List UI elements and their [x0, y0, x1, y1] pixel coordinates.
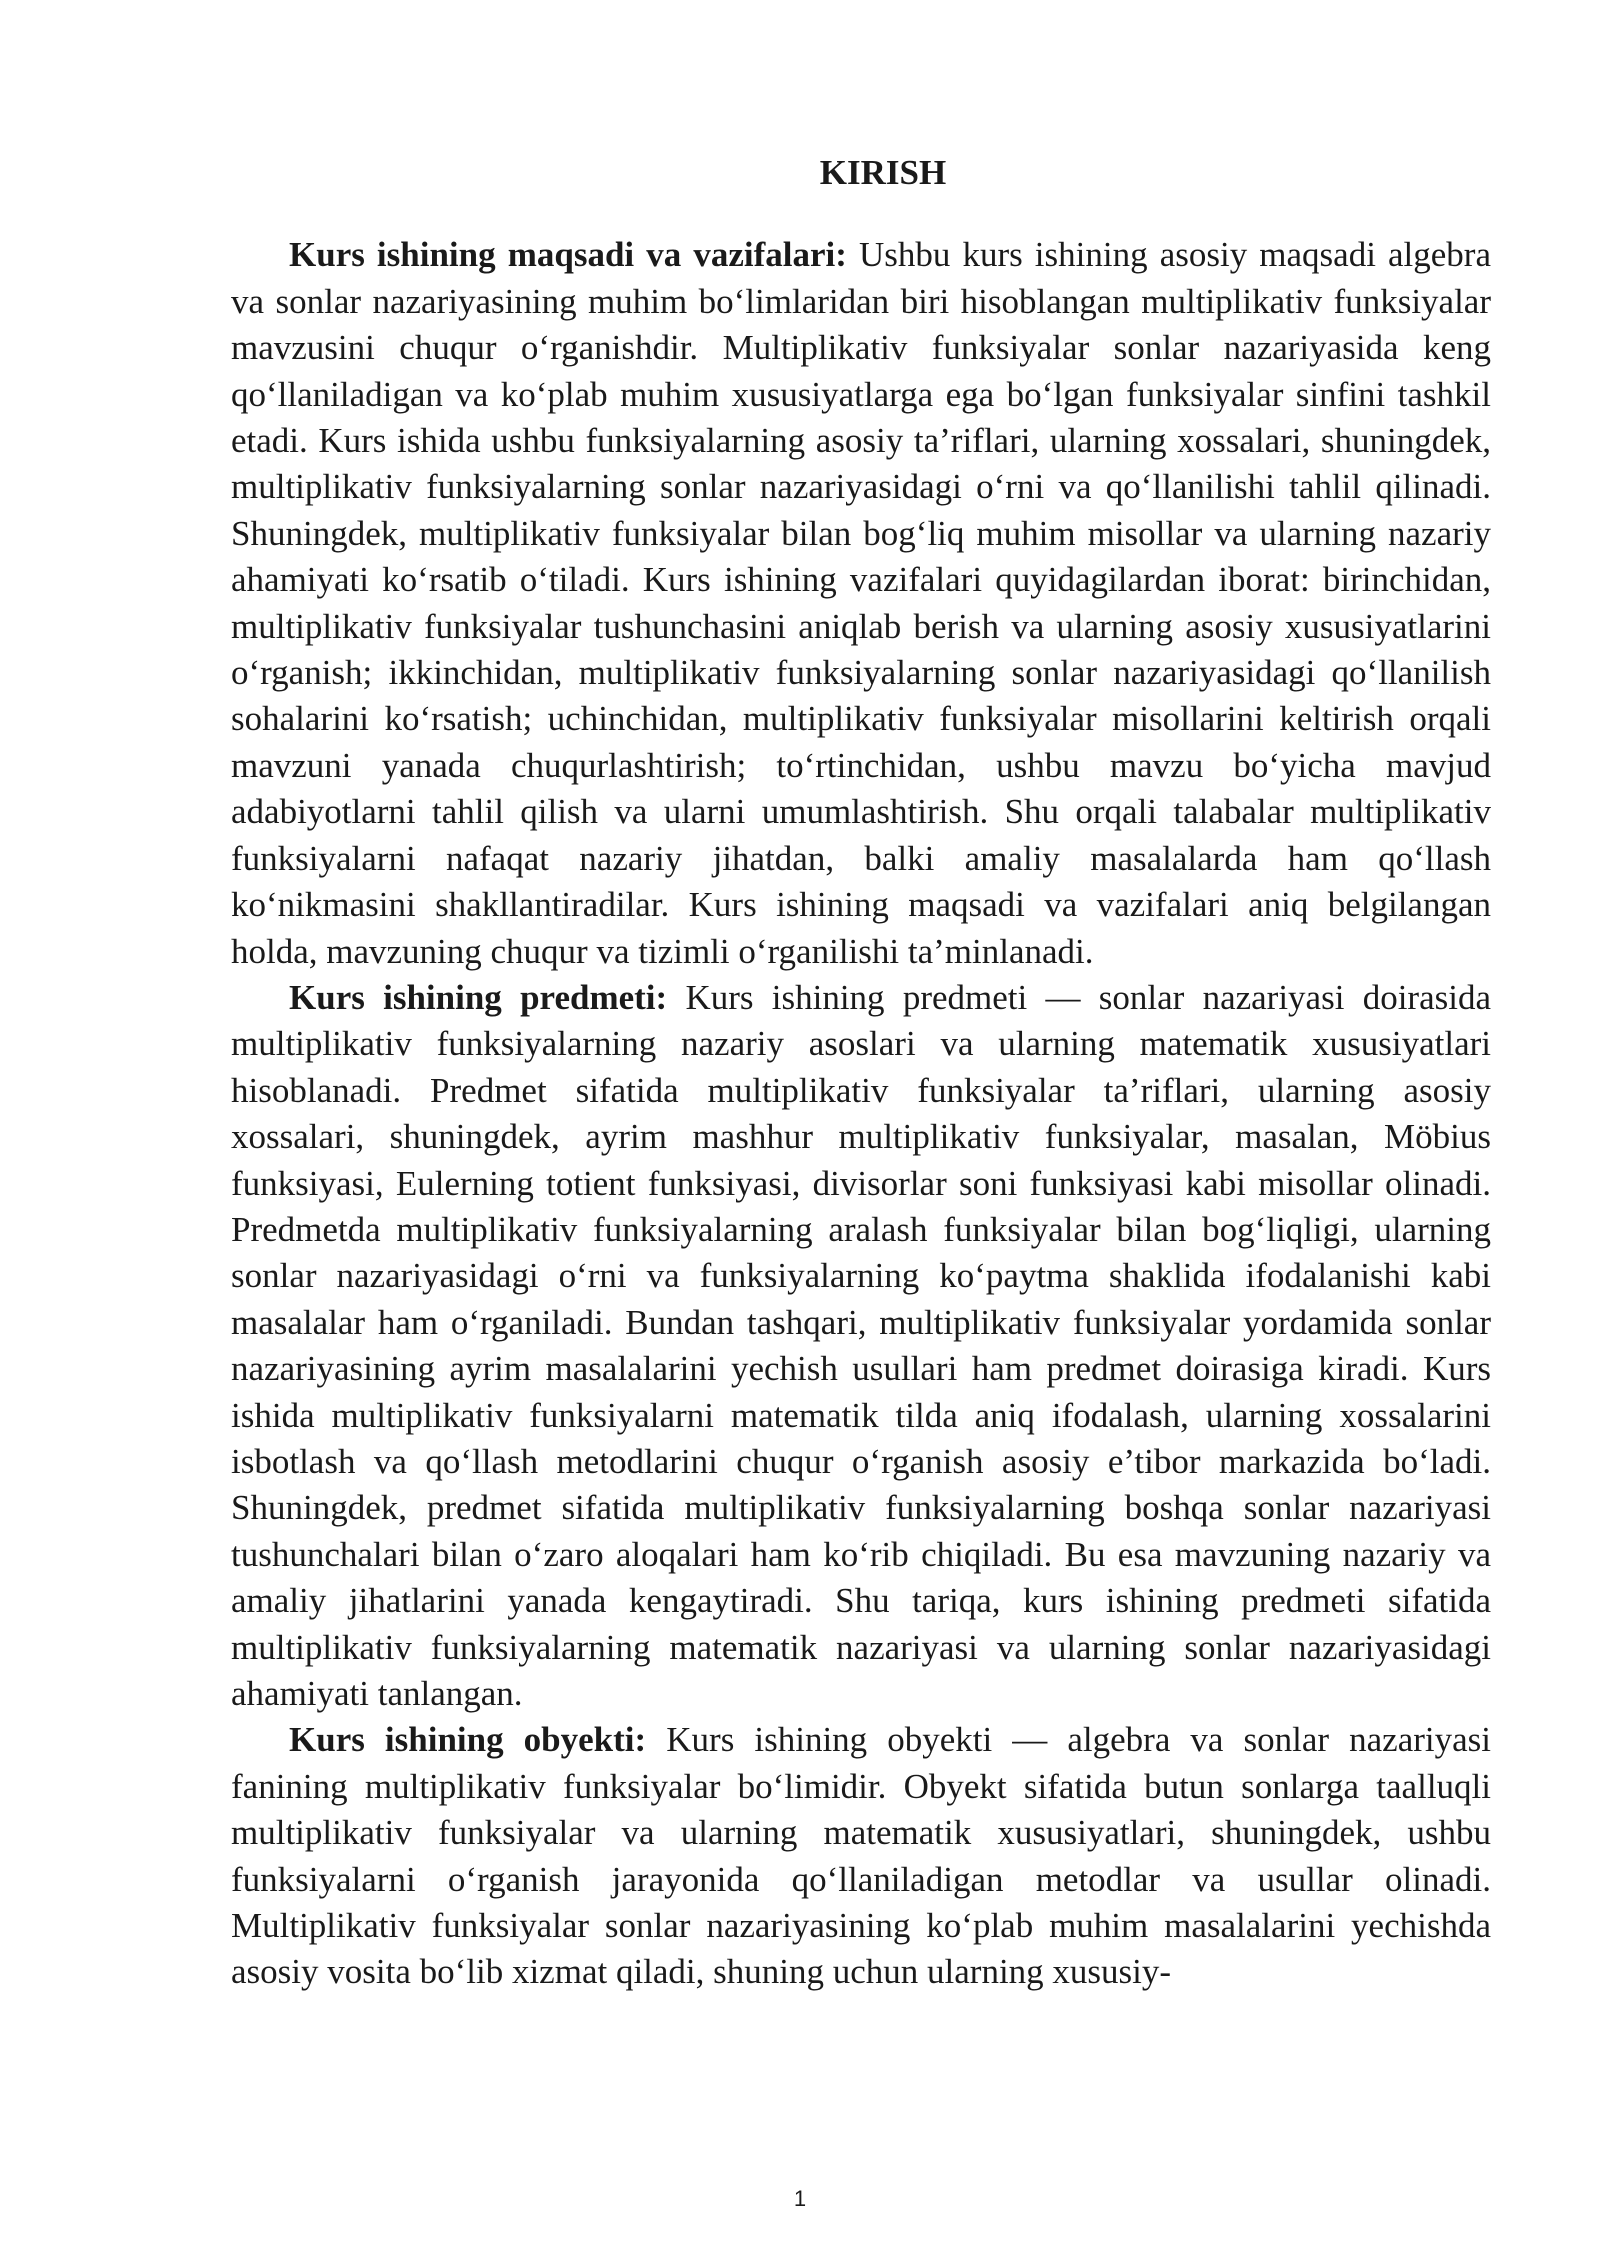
section-goals	[231, 232, 1491, 975]
section-text: Ushbu kurs ishining asosiy maqsadi algebra va sonlar nazariyasining muhim bo‘limlaridan biri hisoblangan multiplikativ funksiyalar mavzusini chuqur o‘rganishdir. Multiplikativ funksiyalar sonlar nazariyasida keng qo‘llaniladigan va ko‘plab muhim xususiyatlarga ega bo‘lgan funksiyalar sinfini tashkil etadi. Kurs ishida ushbu funksiyalarning asosiy ta’riflari, ularning xossalari, shuningdek, multiplikativ funksiyalarning sonlar nazariyasidagi o‘rni va qo‘llanilishi tahlil qilinadi. Shuningdek, multiplikativ funksiyalar bilan bog‘liq muhim misollar va ularning nazariy ahamiyati ko‘rsatib o‘tiladi. Kurs ishining vazifalari quyidagilardan iborat: birinchidan, multiplikativ funksiyalar tushunchasini aniqlab berish va ularning asosiy xususiyatlarini o‘rganish; ikkinchidan, multiplikativ funksiyalarning sonlar nazariyasidagi qo‘llanilish sohalarini ko‘rsatish; uchinchidan, multiplikativ funksiyalar misollarini keltirish orqali mavzuni yanada chuqurlashtirish; to‘rtinchidan, ushbu mavzu bo‘yicha mavjud adabiyotlarni tahlil qilish va ularni umumlashtirish. Shu orqali talabalar multiplikativ funksiyalarni nafaqat nazariy jihatdan, balki amaliy masalalarda ham qo‘llash ko‘nikmasini shakllantiradilar. Kurs ishining maqsadi va vazifalari aniq belgilangan holda, mavzuning chuqur va tizimli o‘rganilishi ta’minlanadi.	[231, 235, 1491, 971]
section-heading: Kurs ishining obyekti:	[289, 1720, 647, 1760]
document-page	[231, 150, 1491, 1996]
section-subject	[231, 975, 1491, 1718]
section-text: Kurs ishining predmeti — sonlar nazariyasi doirasida multiplikativ funksiyalarning nazariy asoslari va ularning matematik xususiyatlari hisoblanadi. Predmet sifatida multiplikativ funksiyalar ta’riflari, ularning asosiy xossalari, shuningdek, ayrim mashhur multiplikativ funksiyalar, masalan, Möbius funksiyasi, Eulerning totient funksiyasi, divisorlar soni funksiyasi kabi misollar olinadi. Predmetda multiplikativ funksiyalarning aralash funksiyalar bilan bog‘liqligi, ularning sonlar nazariyasidagi o‘rni va funksiyalarning ko‘paytma shaklida ifodalanishi kabi masalalar ham o‘rganiladi. Bundan tashqari, multiplikativ funksiyalar yordamida sonlar nazariyasining ayrim masalalarini yechish usullari ham predmet doirasiga kiradi. Kurs ishida multiplikativ funksiyalarni matematik tilda aniq ifodalash, ularning xossalarini isbotlash va qo‘llash metodlarini chuqur o‘rganish asosiy e’tibor markazida bo‘ladi. Shuningdek, predmet sifatida multiplikativ funksiyalarning boshqa sonlar nazariyasi tushunchalari bilan o‘zaro aloqalari ham ko‘rib chiqiladi. Bu esa mavzuning nazariy va amaliy jihatlarini yanada kengaytiradi. Shu tariqa, kurs ishining predmeti sifatida multiplikativ funksiyalarning matematik nazariyasi va ularning sonlar nazariyasidagi ahamiyati tanlangan.	[231, 977, 1491, 1713]
section-heading: Kurs ishining predmeti:	[289, 977, 668, 1017]
section-heading: Kurs ishining maqsadi va vazifalari:	[289, 235, 847, 275]
section-object	[231, 1717, 1491, 1995]
page-number: 1	[793, 2186, 807, 2211]
section-text: Kurs ishining obyekti — algebra va sonlar nazariyasi fanining multiplikativ funksiyalar bo‘limidir. Obyekt sifatida butun sonlarga taalluqli multiplikativ funksiyalar va ularning matematik xususiyatlari, shuningdek, ushbu funksiyalarni o‘rganish jarayonida qo‘llaniladigan metodlar va usullar olinadi. Multiplikativ funksiyalar sonlar nazariyasining ko‘plab muhim masalalarini yechishda asosiy vosita bo‘lib xizmat qiladi, shuning uchun ularning xususiy-	[231, 1720, 1491, 1992]
page-title: KIRISH	[819, 153, 947, 192]
